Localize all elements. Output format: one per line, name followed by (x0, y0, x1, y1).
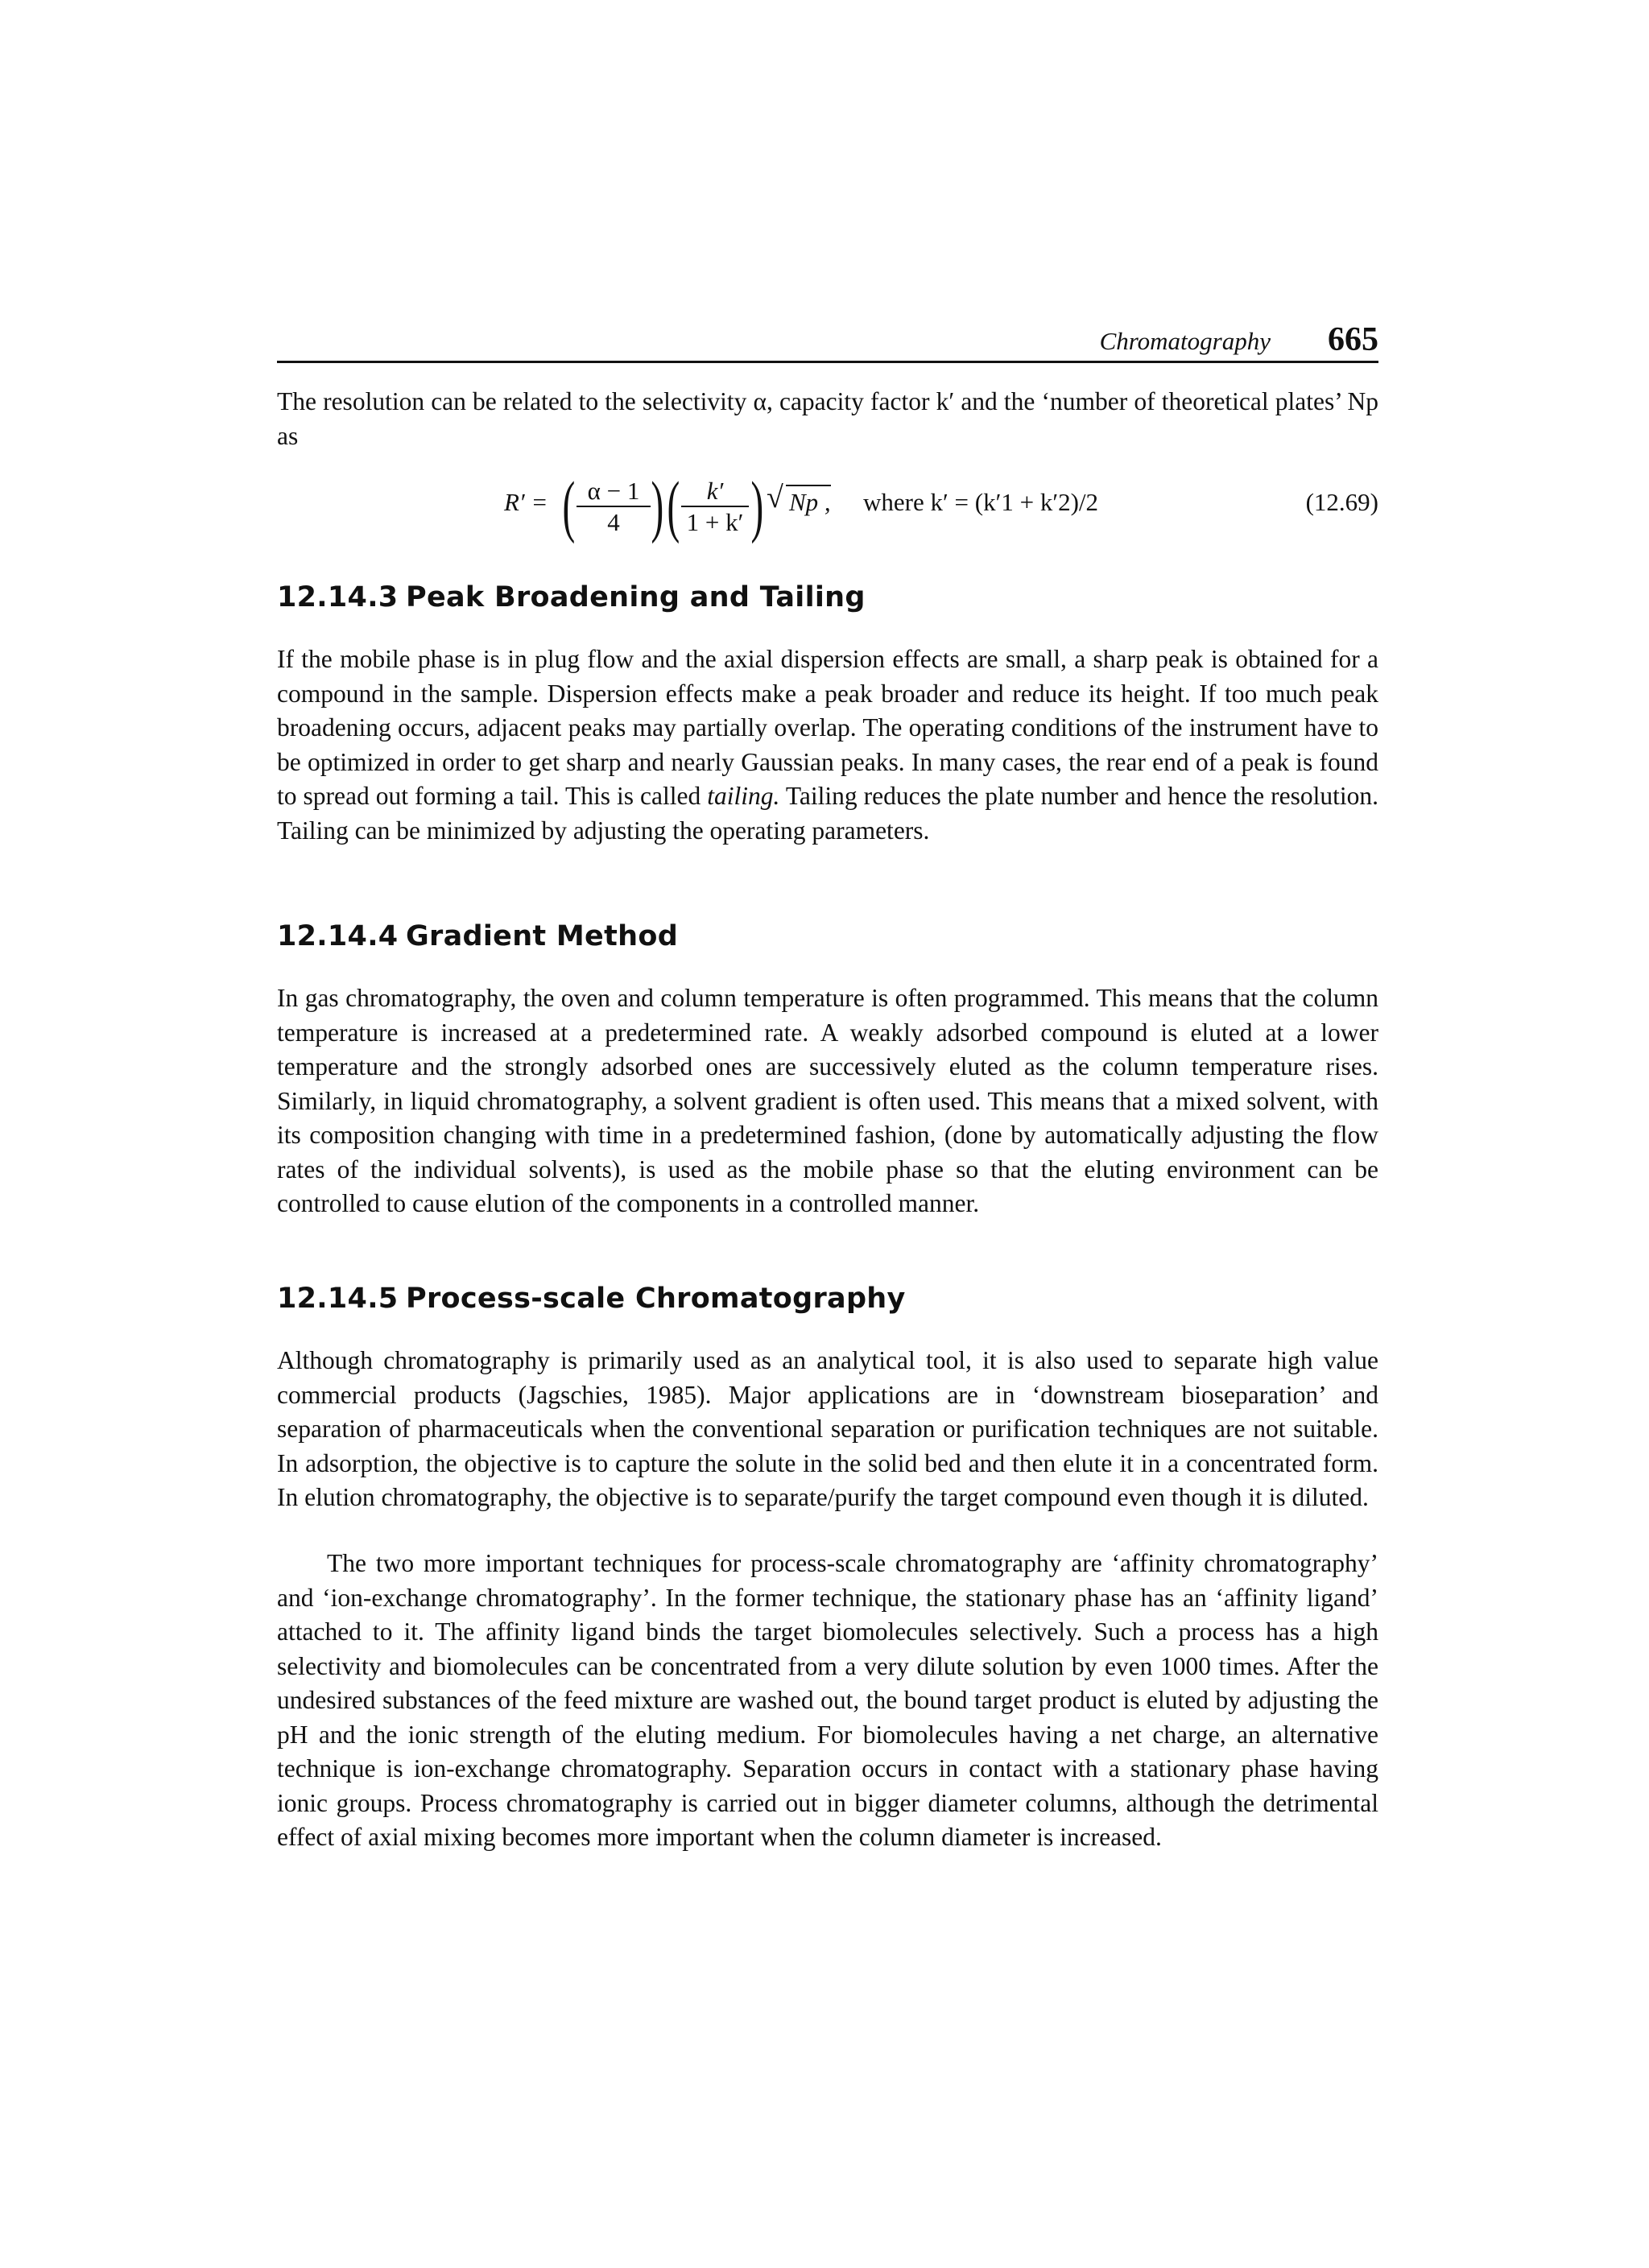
right-paren: ) (750, 467, 764, 544)
emphasis-text: tailing. (707, 782, 780, 810)
fraction-numerator: k′ (681, 477, 749, 507)
left-paren: ( (562, 467, 576, 544)
section-title: Peak Broadening and Tailing (406, 581, 866, 613)
section-number: 12.14.4 (277, 920, 399, 952)
paragraph-text: If the mobile phase is in plug flow and the axial dispersion effects are small, a sharp peak is obtained for a compound in the sample. Dispersion effects make a peak broader and reduce its height. If too much peak broadening occurs, adjacent peaks may partially overlap. The operating conditions of the instrument have to be optimized in order to get sharp and nearly Gaussian peaks. In many cases, the rear end of a peak is found to spread out forming a tail. This is called (277, 645, 1378, 810)
right-paren: ) (651, 467, 664, 544)
equation-number: (12.69) (1305, 488, 1378, 516)
section-title: Gradient Method (406, 920, 679, 952)
section-number: 12.14.5 (277, 1283, 399, 1315)
equation-lhs: R′ = (504, 488, 548, 516)
sqrt-argument: Np , (789, 488, 831, 516)
fraction-k (681, 477, 749, 538)
running-header (277, 316, 1378, 363)
fraction-denominator: 1 + k′ (686, 508, 744, 536)
running-title: Chromatography (1099, 327, 1271, 355)
section-heading (277, 1283, 906, 1315)
section-heading (277, 581, 866, 613)
paragraph-text: Tailing reduces the plate number and hence the resolution. Tailing can be minimized by adjusting the operating parameters. (277, 782, 1378, 845)
paragraph: The two more important techniques for process-scale chromatography are ‘affinity chromatography’ and ‘ion-exchange chromatography’. In the former technique, the stationary phase has an ‘affinity ligand’ attached to it. The affinity ligand binds the target biomolecules selectively. Such a process has a high selectivity and biomolecules can be concentrated from a very dilute solution by even 1000 times. After the undesired substances of the feed mixture are washed out, the bound target product is eluted by adjusting the pH and the ionic strength of the eluting medium. For biomolecules having a net charge, an alternative technique is ion-exchange chromatography. Separation occurs in contact with a stationary phase having ionic groups. Process chromatography is carried out in bigger diameter columns, although the detrimental effect of axial mixing becomes more important when the column diameter is increased. (277, 1549, 1378, 1851)
section-number: 12.14.3 (277, 581, 399, 613)
where-clause: where k′ = (k′1 + k′2)/2 (863, 488, 1099, 516)
fraction-alpha (577, 477, 651, 538)
section-title: Process-scale Chromatography (406, 1283, 906, 1315)
equation-12-69 (277, 467, 1378, 559)
paragraph: In gas chromatography, the oven and column temperature is often programmed. This means that the column temperature is increased at a predetermined rate. A weakly adsorbed compound is eluted at a lower temperature and the strongly adsorbed ones are successively eluted as the column temperature rises. Similarly, in liquid chromatography, a solvent gradient is often used. This means that a mixed solvent, with its composition changing with time in a predetermined fashion, (done by automatically adjusting the flow rates of the individual solvents), is used as the mobile phase so that the eluting environment can be controlled to cause elution of the components in a controlled manner. (277, 984, 1378, 1217)
fraction-denominator: 4 (607, 508, 620, 536)
sqrt-icon: √ (767, 481, 783, 514)
left-paren: ( (667, 467, 680, 544)
paragraph (277, 642, 1378, 848)
section-heading (277, 920, 678, 952)
paragraph: Although chromatography is primarily used as an analytical tool, it is also used to separate high value commercial products (Jagschies, 1985). Major applications are in ‘downstream bioseparation’ and separation of pharmaceuticals when the conventional separation or purification techniques are not suitable. In adsorption, the objective is to capture the solute in the solid bed and then elute it in a concentrated form. In elution chromatography, the objective is to separate/purify the target compound even though it is diluted. (277, 1346, 1378, 1511)
fraction-numerator: α − 1 (577, 477, 651, 507)
page-number: 665 (1328, 321, 1378, 358)
intro-paragraph: The resolution can be related to the selectivity α, capacity factor k′ and the ‘number of theoretical plates’ Np as (277, 387, 1378, 450)
sqrt-bar (786, 485, 831, 486)
